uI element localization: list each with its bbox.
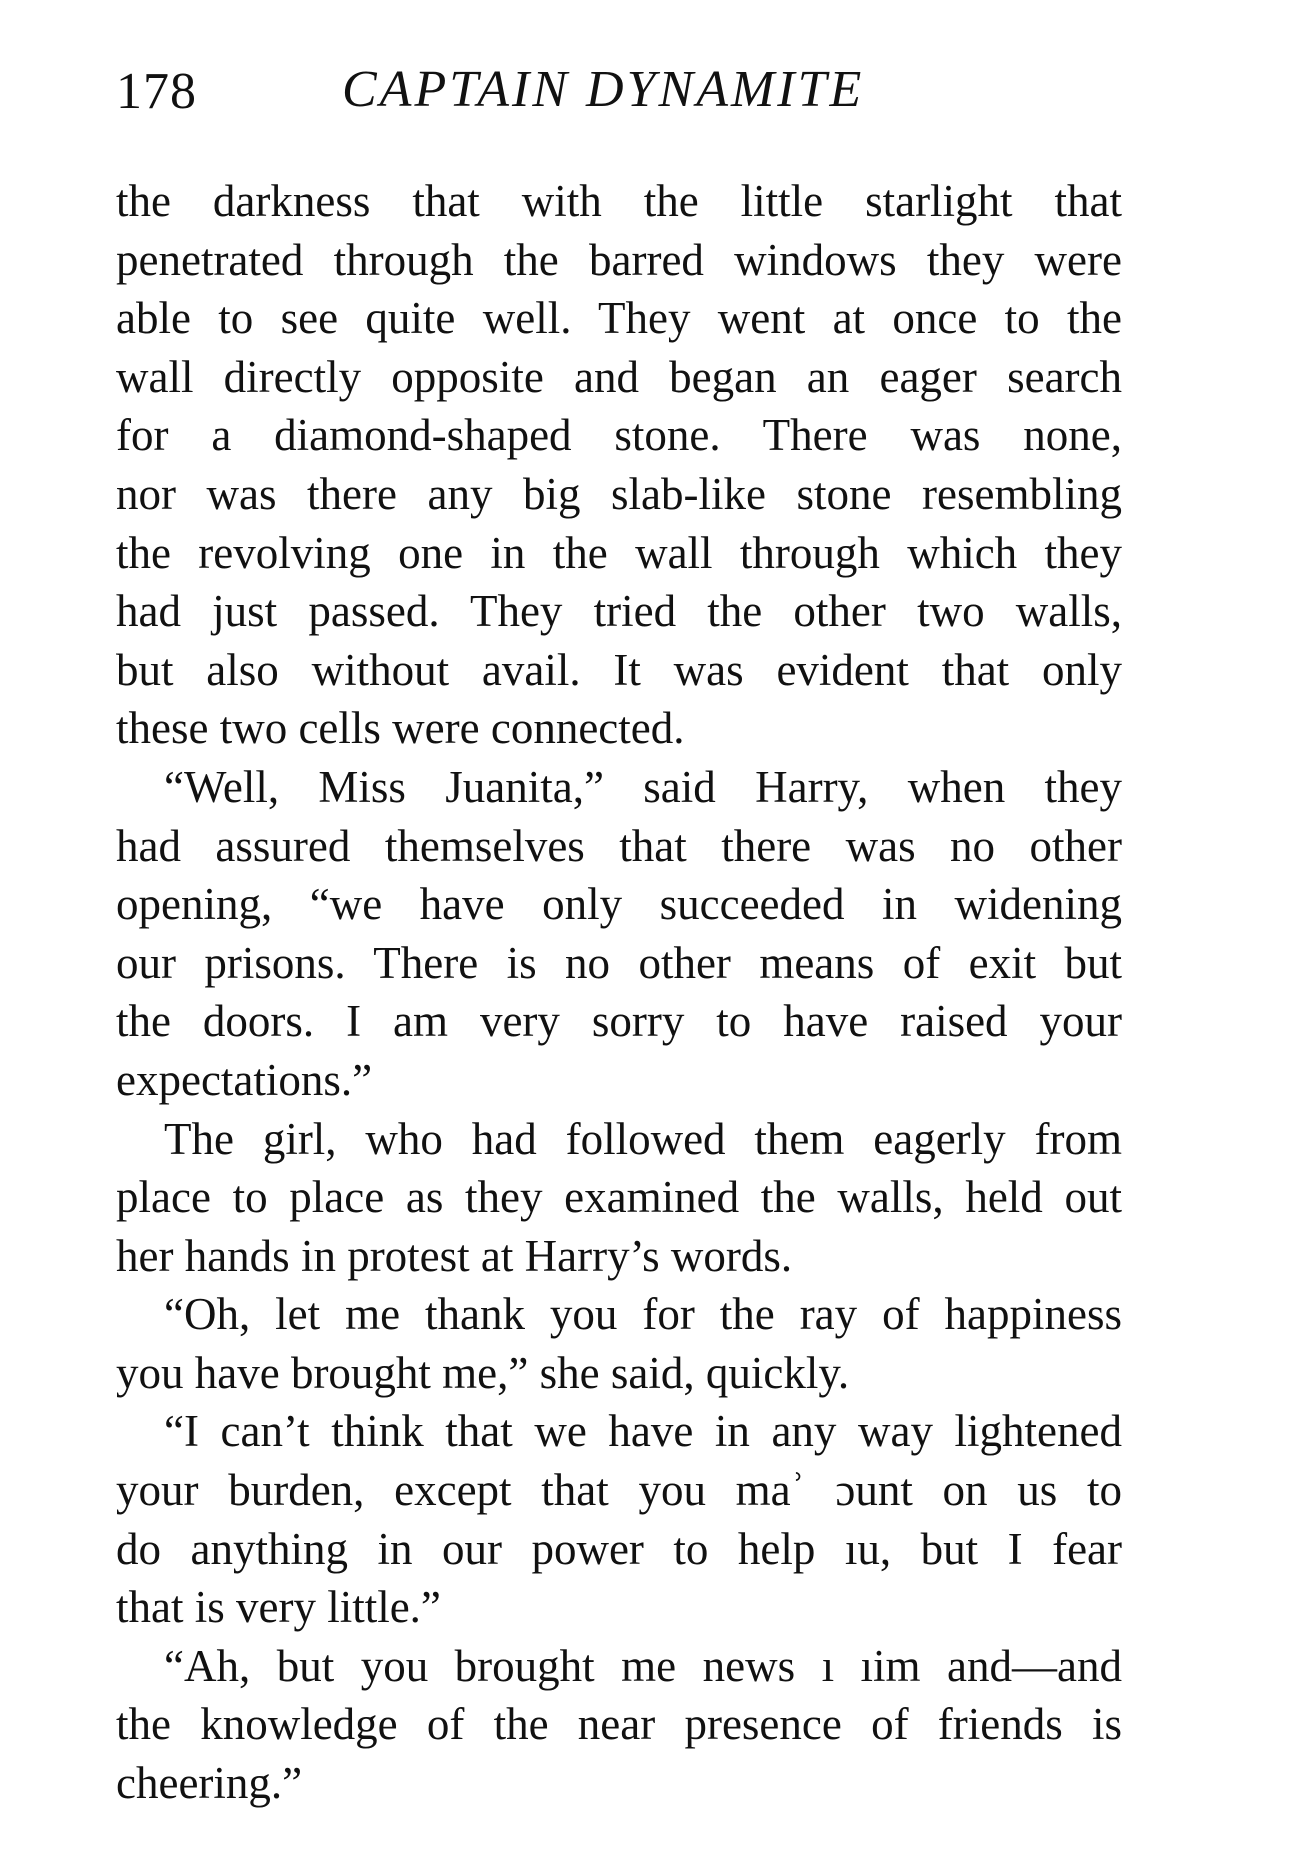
text-line: the darkness that with the little starlight that: [116, 176, 1122, 226]
text-line: the doors. I am very sorry to have raised your: [116, 996, 1122, 1047]
text-line: your burden, except that you maʾ ɔunt on us to: [116, 1465, 1122, 1516]
text-line: “Oh, let me thank you for the ray of happiness: [164, 1289, 1122, 1340]
text-line: for a diamond-shaped stone. There was none,: [116, 410, 1122, 461]
text-line: had just passed. They tried the other two walls,: [116, 586, 1122, 637]
text-line: had assured themselves that there was no other: [116, 820, 1122, 871]
text-line: our prisons. There is no other means of exit but: [116, 937, 1122, 988]
text-line: “I can’t think that we have in any way lightened: [164, 1406, 1122, 1457]
text-line: do anything in our power to help ıu, but I fear: [116, 1523, 1122, 1574]
text-line: “Well, Miss Juanita,” said Harry, when they: [164, 761, 1122, 812]
text-line: The girl, who had followed them eagerly from: [164, 1113, 1122, 1164]
text-line: opening, “we have only succeeded in widening: [116, 879, 1122, 930]
body-text: [116, 172, 1122, 1813]
text-line: wall directly opposite and began an eager search: [116, 351, 1122, 402]
text-line: her hands in protest at Harry’s words.: [116, 1230, 793, 1281]
text-line: expectations.”: [116, 1054, 373, 1105]
text-line: the knowledge of the near presence of friends is: [116, 1699, 1122, 1750]
running-head: [116, 52, 1126, 132]
text-line: penetrated through the barred windows they were: [116, 234, 1122, 285]
text-line: the revolving one in the wall through which they: [116, 527, 1122, 578]
text-line: cheering.”: [116, 1758, 303, 1809]
text-line: nor was there any big slab-like stone resembling: [116, 468, 1122, 519]
text-line: that is very little.”: [116, 1582, 441, 1633]
text-line: you have brought me,” she said, quickly.: [116, 1347, 850, 1398]
page-number: 178: [116, 63, 197, 120]
text-line: “Ah, but you brought me news ı ıim and—and: [164, 1640, 1122, 1691]
text-line: able to see quite well. They went at once to the: [116, 293, 1122, 344]
text-line: these two cells were connected.: [116, 703, 685, 754]
text-line: but also without avail. It was evident that only: [116, 644, 1122, 695]
running-title: CAPTAIN DYNAMITE: [342, 61, 865, 118]
text-line: place to place as they examined the walls, held out: [116, 1172, 1122, 1223]
